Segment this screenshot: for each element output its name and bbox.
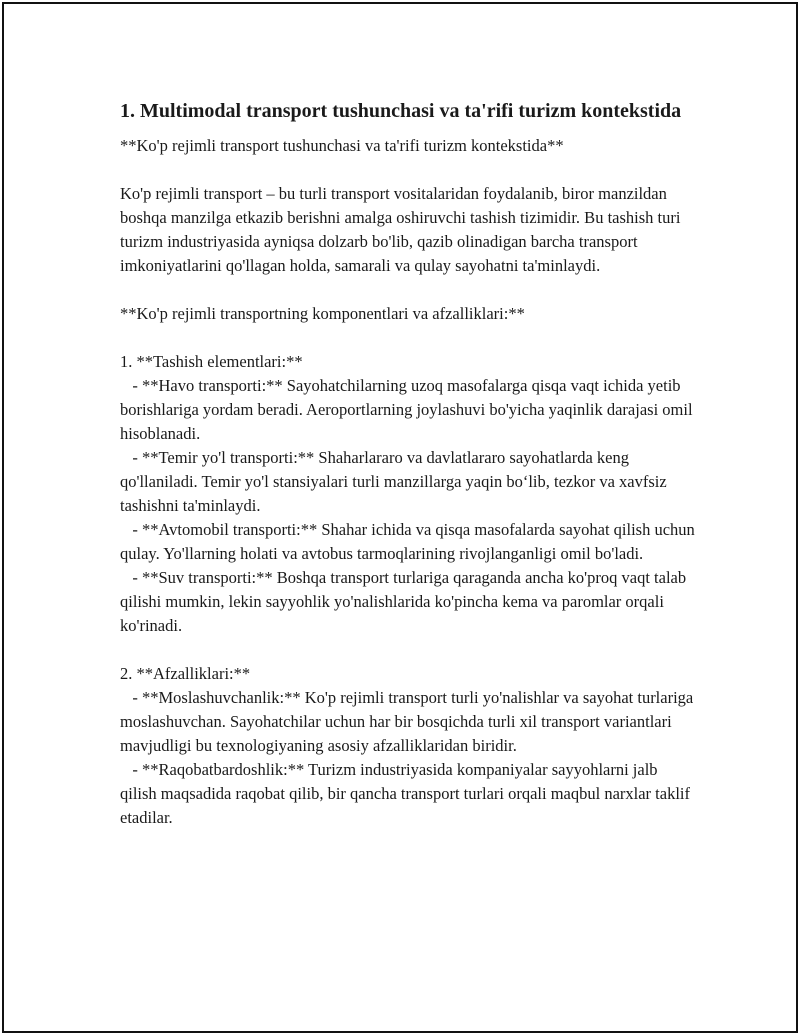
paragraph-gap bbox=[120, 326, 695, 350]
document-page bbox=[2, 2, 798, 1033]
list-item-flexibility: - **Moslashuvchanlik:** Ko'p rejimli transport turli yo'nalishlar va sayohat turlariga moslashuvchan. Sayohatchilar uchun har bir bosqichda turli xil transport variantlari mavjudligi bu texnologiyaning asosiy afzalliklaridan biridir. bbox=[120, 688, 698, 755]
section-1-title: 1. **Tashish elementlari:** bbox=[120, 352, 303, 371]
paragraph-gap bbox=[120, 278, 695, 302]
paragraph-gap bbox=[120, 158, 695, 182]
components-heading: **Ko'p rejimli transportning komponentlari va afzalliklari:** bbox=[120, 304, 525, 323]
paragraph-gap bbox=[120, 638, 695, 662]
list-item-road-transport: - **Avtomobil transporti:** Shahar ichida va qisqa masofalarda sayohat qilish uchun qulay. Yo'llarning holati va avtobus tarmoqlarining rivojlanganligi omil bo'ladi. bbox=[120, 520, 699, 563]
list-item-water-transport: - **Suv transporti:** Boshqa transport turlariga qaraganda ancha ko'proq vaqt talab qilishi mumkin, lekin sayyohlik yo'nalishlarida ko'pincha kema va paromlar orqali ko'rinadi. bbox=[120, 568, 691, 635]
document-subtitle: **Ko'p rejimli transport tushunchasi va ta'rifi turizm kontekstida** bbox=[120, 136, 564, 155]
document-body bbox=[120, 98, 699, 830]
intro-paragraph: Ko'p rejimli transport – bu turli transport vositalaridan foydalanib, biror manzildan boshqa manzilga etkazib berishni amalga oshiruvchi tashish tizimidir. Bu tashish turi turizm industriyasida ayniqsa dolzarb bo'lib, qazib olinadigan barcha transport imkoniyatlarini qo'llagan holda, samarali va qulay sayohatni ta'minlaydi. bbox=[120, 184, 685, 275]
list-item-competitiveness: - **Raqobatbardoshlik:** Turizm industriyasida kompaniyalar sayyohlarni jalb qilish maqsadida raqobat qilib, bir qancha transport turlari orqali maqbul narxlar taklif etadilar. bbox=[120, 760, 695, 827]
list-item-air-transport: - **Havo transporti:** Sayohatchilarning uzoq masofalarga qisqa vaqt ichida yetib borishlariga yordam beradi. Aeroportlarning joylashuvi bo'yicha yaqinlik darajasi omil hisoblanadi. bbox=[120, 376, 697, 443]
section-2-title: 2. **Afzalliklari:** bbox=[120, 664, 251, 683]
document-heading: 1. Multimodal transport tushunchasi va ta'rifi turizm kontekstida bbox=[120, 100, 682, 122]
list-item-rail-transport: - **Temir yo'l transporti:** Shaharlararo va davlatlararo sayohatlarda keng qo'llaniladi. Temir yo'l stansiyalari turli manzillarga yaqin bo‘lib, tezkor va xavfsiz tashishni ta'minlaydi. bbox=[120, 448, 671, 515]
